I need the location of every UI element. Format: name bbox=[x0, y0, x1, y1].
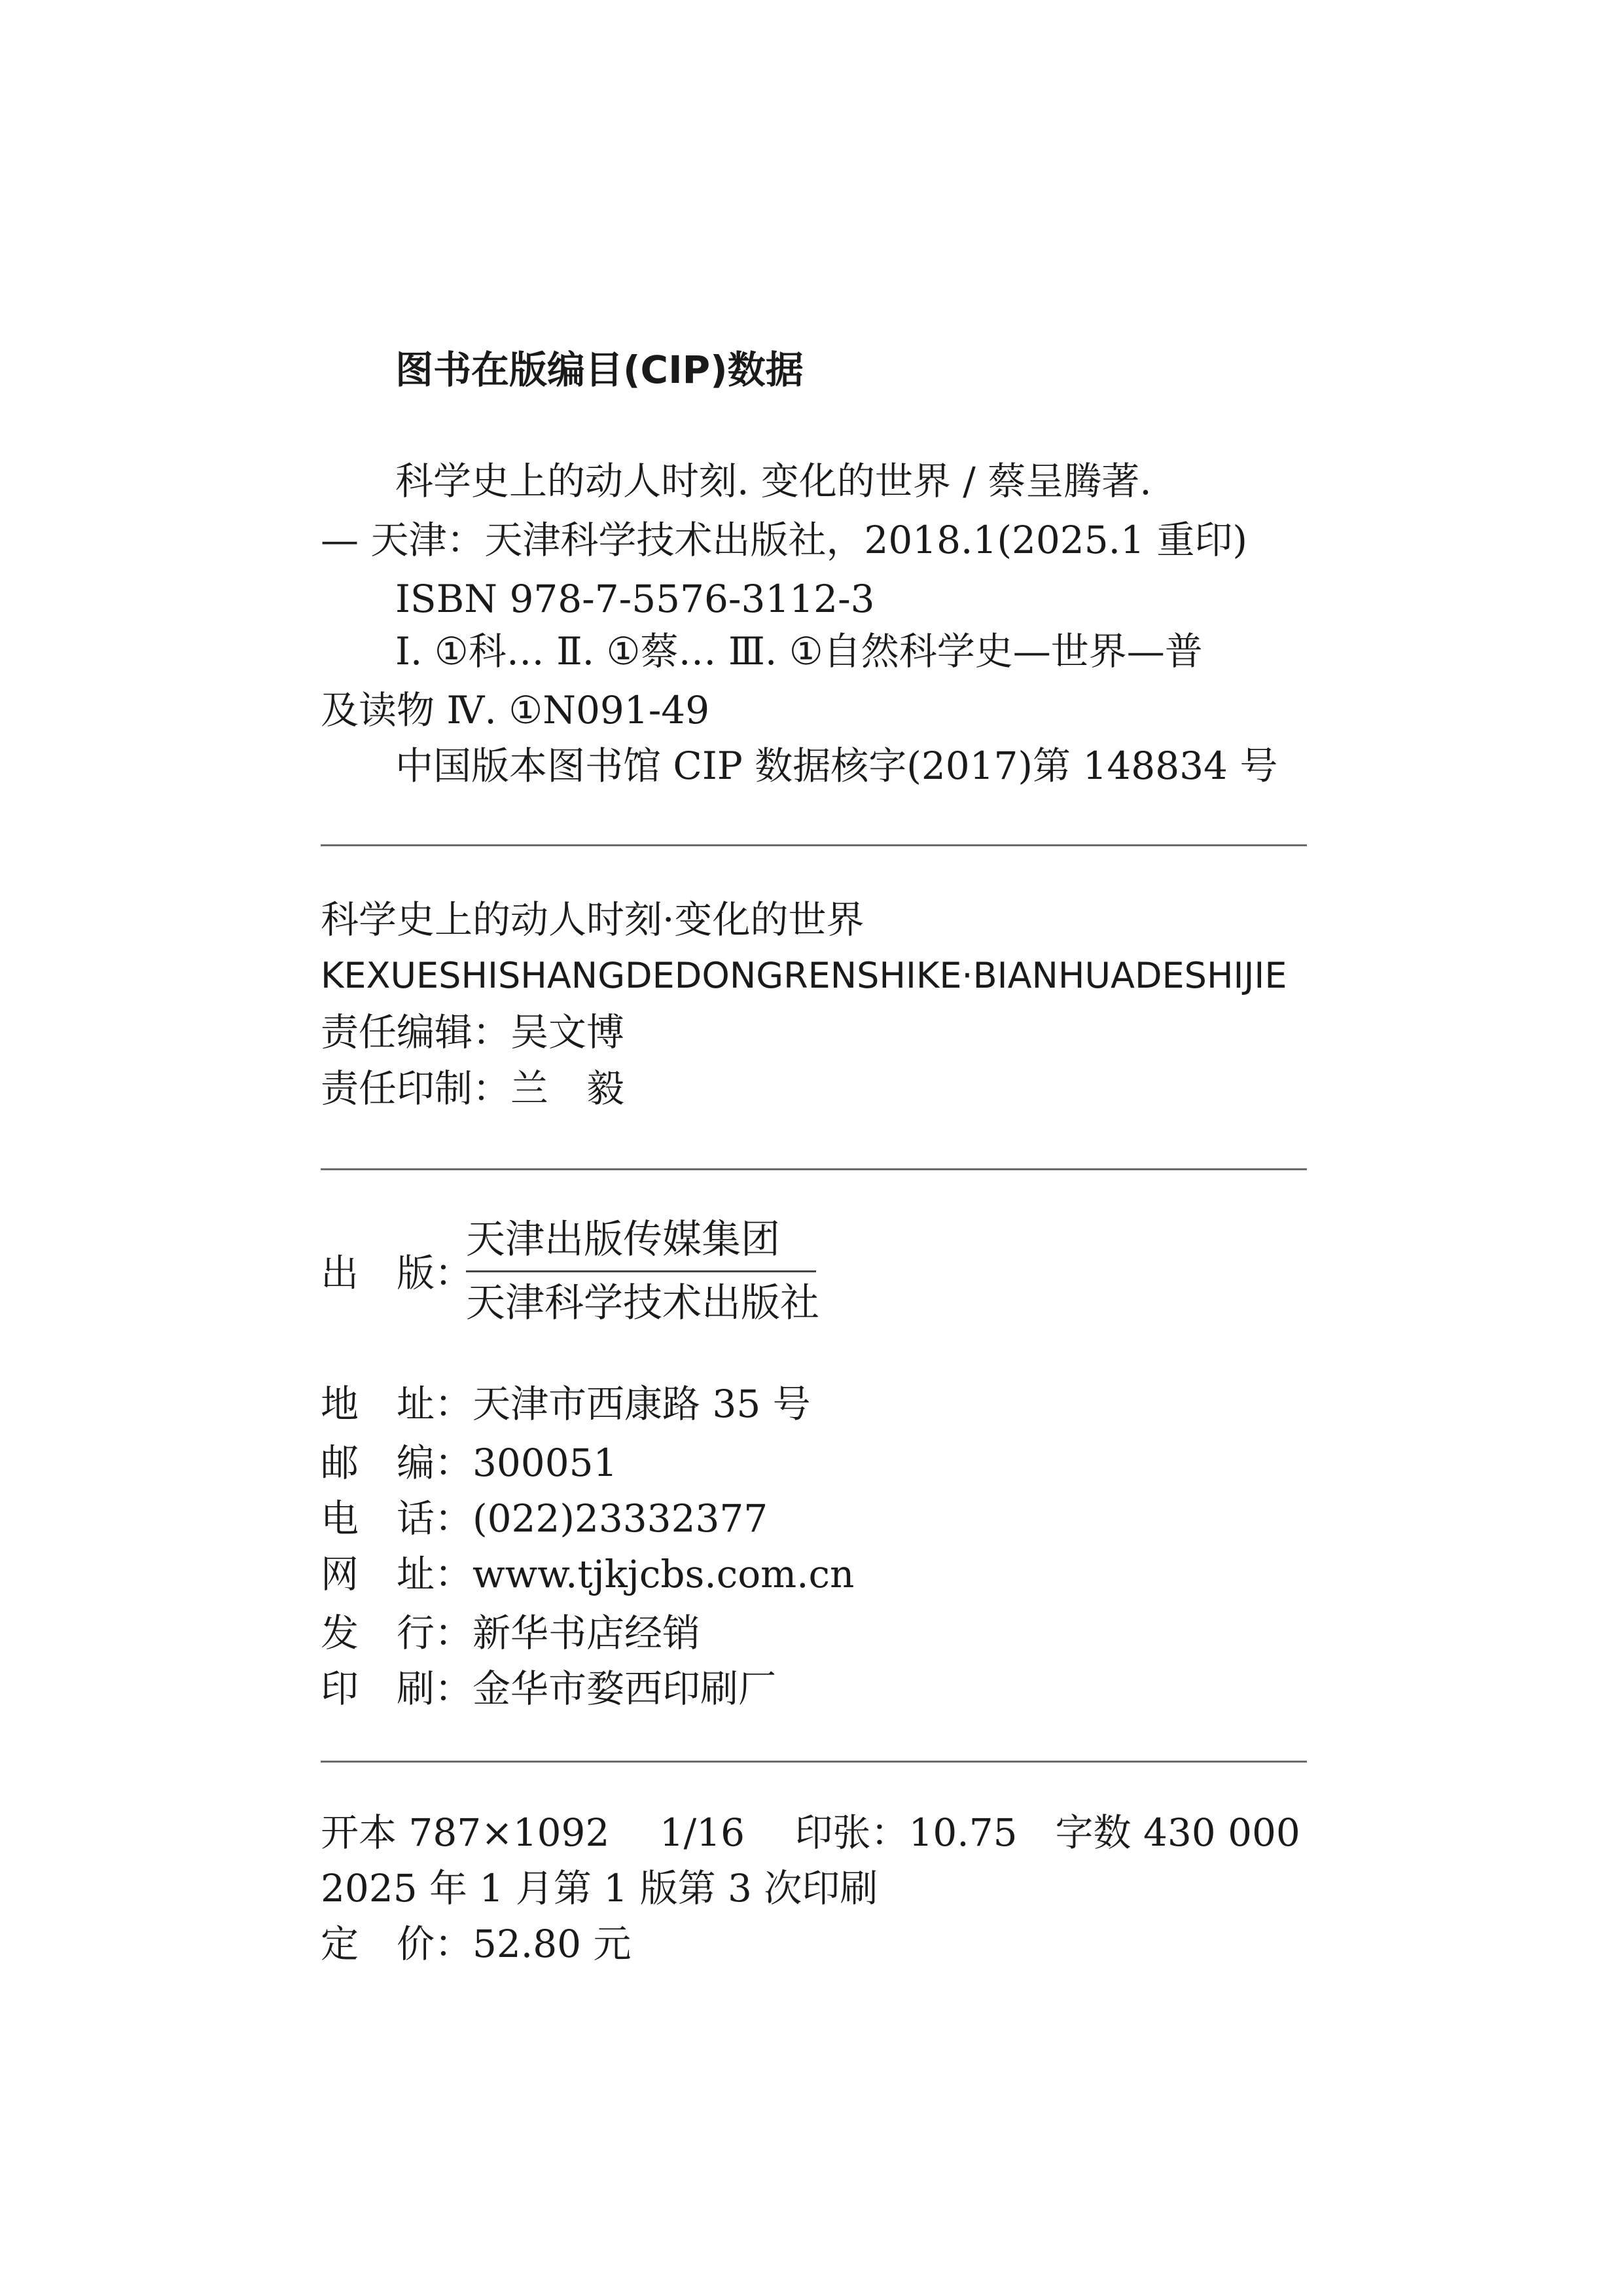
cip-classification-line: Ⅰ. ①科… Ⅱ. ①蔡… Ⅲ. ①自然科学史—世界—普 bbox=[395, 629, 1203, 673]
publisher-postcode: 邮 编：300051 bbox=[321, 1441, 618, 1485]
cip-publication-line: — 天津：天津科学技术出版社，2018.1(2025.1 重印) bbox=[321, 518, 1248, 562]
format-specs: 开本 787×1092 1/16 印张：10.75 字数 430 000 bbox=[321, 1810, 1300, 1855]
cip-classification-cont-line: 及读物 Ⅳ. ①N091-49 bbox=[321, 688, 710, 732]
book-title: 科学史上的动人时刻·变化的世界 bbox=[321, 897, 865, 942]
publisher-website: 网 址：www.tjkjcbs.com.cn bbox=[321, 1552, 855, 1596]
book-pinyin-title: KEXUESHISHANGDEDONGRENSHIKE·BIANHUADESHIJIE bbox=[321, 955, 1287, 996]
edition-info: 2025 年 1 月第 1 版第 3 次印刷 bbox=[321, 1866, 878, 1910]
publisher-address: 地 址：天津市西康路 35 号 bbox=[321, 1382, 811, 1426]
responsible-editor: 责任编辑：吴文博 bbox=[321, 1010, 625, 1054]
responsible-printing: 责任印制：兰 毅 bbox=[321, 1066, 625, 1111]
publisher-house: 天津科学技术出版社 bbox=[466, 1280, 819, 1326]
section-divider bbox=[321, 1761, 1307, 1763]
publisher-phone: 电 话：(022)23332377 bbox=[321, 1496, 768, 1541]
publisher-printer: 印 刷：金华市婺西印刷厂 bbox=[321, 1666, 777, 1711]
publisher-group: 天津出版传媒集团 bbox=[466, 1214, 816, 1272]
publisher-label: 出 版： bbox=[321, 1251, 473, 1295]
cip-title-line: 科学史上的动人时刻. 变化的世界 / 蔡呈腾著. bbox=[395, 459, 1152, 503]
cip-isbn-line: ISBN 978-7-5576-3112-3 bbox=[395, 577, 875, 621]
cip-heading: 图书在版编目(CIP)数据 bbox=[395, 348, 804, 392]
price: 定 价：52.80 元 bbox=[321, 1922, 632, 1966]
section-divider bbox=[321, 844, 1307, 846]
publisher-names bbox=[466, 1214, 819, 1329]
section-divider bbox=[321, 1168, 1307, 1170]
cip-record-number-line: 中国版本图书馆 CIP 数据核字(2017)第 148834 号 bbox=[395, 744, 1278, 788]
publisher-distribution: 发 行：新华书店经销 bbox=[321, 1611, 701, 1655]
